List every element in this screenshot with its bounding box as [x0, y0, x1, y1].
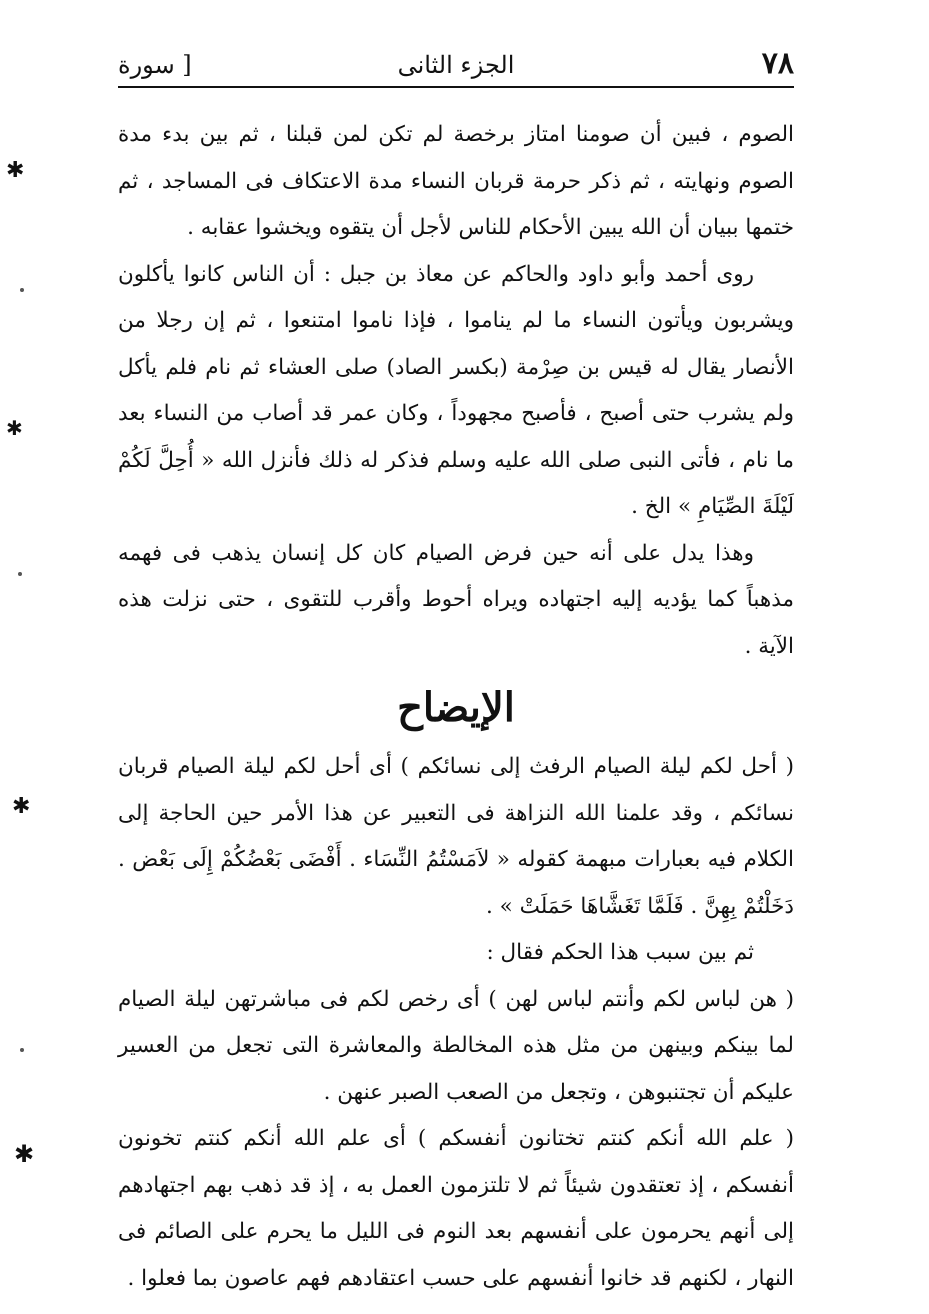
explanation-verse-1: ( أحل لكم ليلة الصيام الرفث إلى نسائكم ) أى أحل لكم ليلة الصيام قربان نسائكم ، وقد علمنا الله النزاهة فى التعبير عن هذا الأمر حين الحاجة إلى الكلام فيه بعبارات مبهمة كقوله « لاَمَسْتُمُ النِّسَاء . أَفْضَى بَعْضُكُمْ إِلَى بَعْض . دَخَلْتُمْ بِهِنَّ . فَلَمَّا تَغَشَّاهَا حَمَلَتْ » .: [118, 754, 794, 919]
explanation-verse-3: ( علم الله أنكم كنتم تختانون أنفسكم ) أى علم الله أنكم كنتم تخونون أنفسكم ، إذ تعتقدون شيئاً ثم لا تلتزمون العمل به ، إذ قد ذهب بهم اجتهادهم إلى أنهم يحرمون على أنفسهم بعد النوم فى الليل ما يحرم على الصائم فى النهار ، لكنهم قد خانوا أنفسهم على حسب اعتقادهم فهم عاصون بما فعلوا .: [118, 1126, 794, 1291]
part-title: الجزء الثانى: [397, 51, 515, 79]
margin-mark-icon: ✱: [6, 416, 23, 440]
paragraph-conclusion: وهذا يدل على أنه حين فرض الصيام كان كل إنسان يذهب فى فهمه مذهباً كما يؤديه إليه اجتهاده ويراه أحوط وأقرب للتقوى ، حتى نزلت هذه الآية .: [118, 540, 794, 659]
explanation-transition: ثم بين سبب هذا الحكم فقال :: [486, 940, 754, 965]
section-heading: الإيضاح: [397, 684, 515, 731]
page-body: [118, 112, 794, 1302]
surah-label: [ سورة: [118, 51, 192, 79]
header-rule: [118, 86, 794, 88]
margin-dot-icon: [20, 288, 24, 292]
margin-mark-icon: ✱: [6, 158, 25, 183]
margin-mark-icon: ✱: [14, 1140, 35, 1168]
margin-dot-icon: [20, 1048, 24, 1052]
paragraph-hadith: روى أحمد وأبو داود والحاكم عن معاذ بن جبل : أن الناس كانوا يأكلون ويشربون ويأتون النساء ما لم يناموا ، فإذا ناموا امتنعوا ، ثم إن رجلا من الأنصار يقال له قيس بن صِرْمة (بكسر الصاد) صلى العشاء ثم نام فلم يأكل ولم يشرب حتى أصبح ، فأصبح مجهوداً ، وكان عمر قد أصاب من النساء بعد ما نام ، فأتى النبى صلى الله عليه وسلم فذكر له ذلك فأنزل الله « أُحِلَّ لَكُمْ لَيْلَةَ الصِّيَامِ » الخ .: [118, 261, 794, 519]
paragraph-intro: الصوم ، فبين أن صومنا امتاز برخصة لم تكن لمن قبلنا ، ثم بين بدء مدة الصوم ونهايته ، ثم ذكر حرمة قربان النساء مدة الاعتكاف فى المساجد ، ثم ختمها ببيان أن الله يبين الأحكام للناس لأجل أن يتقوه ويخشوا عقابه .: [118, 122, 794, 240]
margin-mark-icon: ✱: [12, 794, 31, 819]
page-number: ٧٨: [761, 46, 794, 81]
running-header: [118, 44, 794, 88]
explanation-verse-2: ( هن لباس لكم وأنتم لباس لهن ) أى رخص لكم فى مباشرتهن ليلة الصيام لما بينكم وبينهن من مثل هذه المخالطة والمعاشرة التى تجعل من العسير عليكم أن تجتنبوهن ، وتجعل من الصعب الصبر عنهن .: [118, 986, 794, 1105]
margin-dot-icon: [18, 572, 22, 576]
